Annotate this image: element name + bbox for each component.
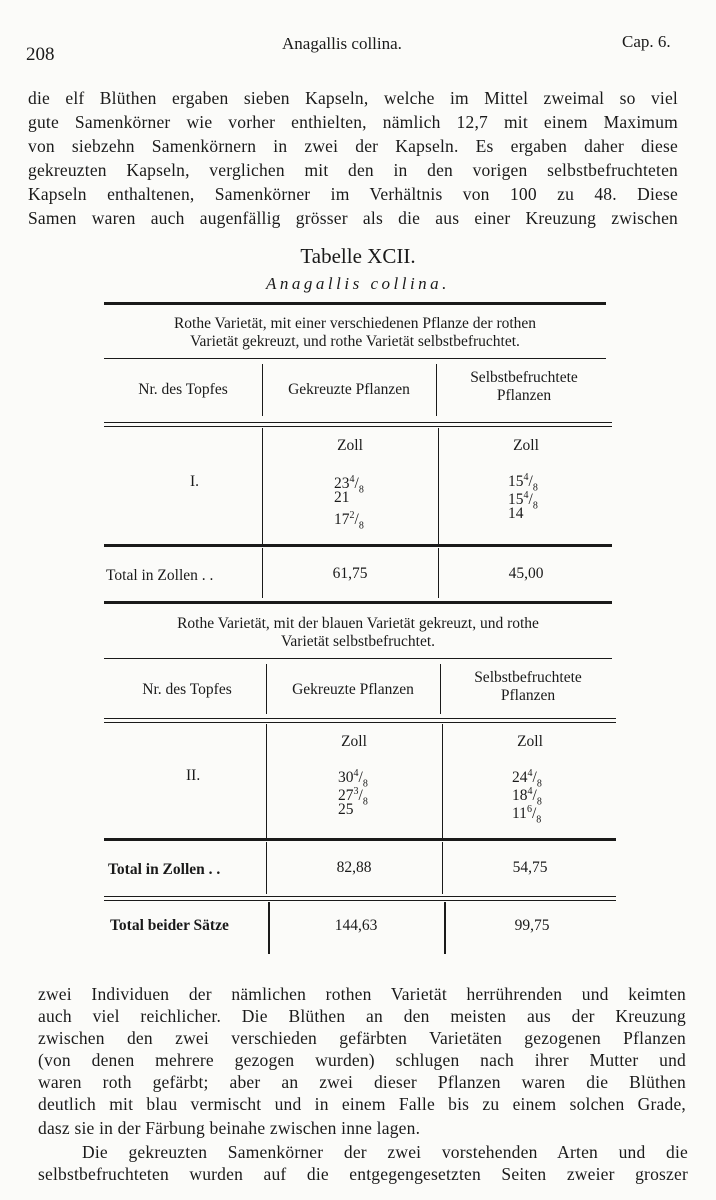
col-header-crossed: Gekreuzte Pflanzen [292,681,414,698]
text-line: waren roth gefärbt; aber an zwei dieser Pflanzen waren die Blüthen [38,1072,686,1092]
measurement-whole: 24 [512,769,528,787]
section1-caption-line2: Varietät gekreuzt, und rothe Varietät selbstbefruchtet. [190,333,520,350]
fraction-numerator: 4 [349,474,355,485]
section1-caption-line1: Rothe Varietät, mit einer verschiedenen Pflanze der rothen [173,315,537,332]
chapter-label: Cap. 6. [622,32,671,51]
fraction-slash: / [358,787,363,805]
fraction-slash: / [354,511,359,529]
fraction-slash: / [354,475,359,493]
measurement-whole: 27 [338,787,354,805]
measurement-value [334,506,364,536]
text-line: von siebzehn Samenkörnern in zwei der Kapseln. Es ergaben daher diese [28,136,678,156]
measurement-value [334,488,350,508]
fraction-numerator: 4 [527,786,533,797]
col-header-selfed-line2: Pflanzen [500,687,556,704]
measurement-whole: 15 [508,473,524,491]
col-header-pot: Nr. des Topfes [142,681,232,698]
fraction-denominator: 8 [532,482,538,494]
text-line: Samen waren auch augenfällig grösser als die aus einer Kreuzung zwischen [28,208,678,228]
running-title: Anagallis collina. [282,34,402,53]
measurement-whole: 11 [512,805,527,823]
section2-caption-line2: Varietät selbstbefruchtet. [280,633,436,650]
pot-number: I. [190,473,200,490]
rule [104,426,612,427]
fraction-denominator: 8 [358,484,364,496]
fraction-denominator: 8 [536,796,542,808]
col-header-selfed-line1: Selbstbefruchtete [470,369,578,386]
fraction-slash: / [528,491,533,509]
fraction-numerator: 4 [353,768,359,779]
rule [104,544,612,547]
measurement-whole: 21 [334,489,350,506]
text-line: Kapseln enthaltenen, Samenkörner im Verhältnis von 100 zu 48. Diese [28,184,678,204]
table-title: Tabelle XCII. [300,244,416,268]
unit-selfed: Zoll [513,437,539,454]
text-line: zwei Individuen der nämlichen rothen Varietät herrührenden und keimten [38,984,686,1004]
total-label: Total in Zollen . . [106,567,214,584]
rule [104,900,616,901]
rule [104,358,606,359]
total-crossed: 61,75 [332,565,368,582]
total-label: Total in Zollen . . [108,861,221,878]
rule [104,838,616,841]
col-header-selfed-line2: Pflanzen [496,387,552,404]
fraction-slash: / [532,769,537,787]
section2-caption-line1: Rothe Varietät, mit der blauen Varietät gekreuzt, und rothe [177,615,539,632]
unit-crossed: Zoll [341,733,367,750]
measurement-whole: 23 [334,475,350,493]
col-header-selfed-line1: Selbstbefruchtete [474,669,582,686]
col-header-crossed: Gekreuzte Pflanzen [288,381,410,398]
pot-number: II. [186,767,201,784]
text-line: auch viel reichlicher. Die Blüthen an den meisten aus der Kreuzung [38,1006,686,1026]
grand-total-selfed: 99,75 [514,917,550,934]
fraction-numerator: 4 [523,490,529,501]
table-top-rule [104,302,606,305]
grand-total-crossed: 144,63 [334,917,378,934]
measurement-whole: 18 [512,787,528,805]
rule [104,896,616,897]
fraction-denominator: 8 [358,520,364,532]
rule [104,658,612,659]
rule [104,722,616,723]
fraction-denominator: 8 [362,796,368,808]
measurement-whole: 14 [508,505,524,522]
fraction-slash: / [531,805,537,823]
fraction-denominator: 8 [536,778,542,790]
fraction-denominator: 8 [532,500,538,512]
text-line: gekreuzten Kapseln, verglichen mit den in den vorigen selbstbefruchteten [28,160,678,180]
text-line: dasz sie in der Färbung beinahe zwischen inne lagen. [38,1118,421,1138]
text-line: (von denen mehrere gezogen wurden) schlugen nach ihrer Mutter und [38,1050,686,1070]
unit-crossed: Zoll [337,437,363,454]
fraction-numerator: 3 [353,786,359,797]
fraction-denominator: 8 [362,778,368,790]
fraction-numerator: 4 [527,768,533,779]
measurement-whole: 17 [334,511,350,529]
rule [104,601,612,604]
unit-selfed: Zoll [517,733,543,750]
total-selfed: 45,00 [508,565,544,582]
fraction-slash: / [358,769,363,787]
table-subtitle: Anagallis collina. [266,274,450,293]
text-line: Die gekreuzten Samenkörner der zwei vorstehenden Arten und die [82,1142,688,1162]
measurement-value [508,504,524,524]
grand-total-label: Total beider Sätze [110,917,229,934]
text-line: selbstbefruchteten wurden auf die entgegengesetzten Seiten zweier groszer [38,1164,688,1184]
measurement-whole: 25 [338,801,354,818]
total-selfed: 54,75 [512,859,548,876]
col-header-pot: Nr. des Topfes [138,381,228,398]
measurement-value [512,800,541,830]
fraction-numerator: 6 [526,804,532,815]
fraction-slash: / [532,787,537,805]
text-line: zwischen den zwei verschieden gefärbten Varietäten gezogenen Pflanzen [38,1028,686,1048]
text-line: gute Samenkörner wie vorher enthielten, nämlich 12,7 mit einem Maximum [28,112,678,132]
fraction-numerator: 2 [349,510,355,521]
fraction-numerator: 4 [523,472,529,483]
fraction-denominator: 8 [536,814,542,826]
page-number: 208 [26,44,55,65]
measurement-whole: 30 [338,769,354,787]
text-line: deutlich mit blau vermischt und in einem Falle bis zu einem solchen Grade, [38,1094,686,1114]
rule [104,718,616,719]
measurement-whole: 15 [508,491,524,509]
total-crossed: 82,88 [336,859,372,876]
fraction-slash: / [528,473,533,491]
measurement-value [338,800,354,820]
rule [104,422,612,423]
text-line: die elf Blüthen ergaben sieben Kapseln, welche im Mittel zweimal so viel [28,88,678,108]
